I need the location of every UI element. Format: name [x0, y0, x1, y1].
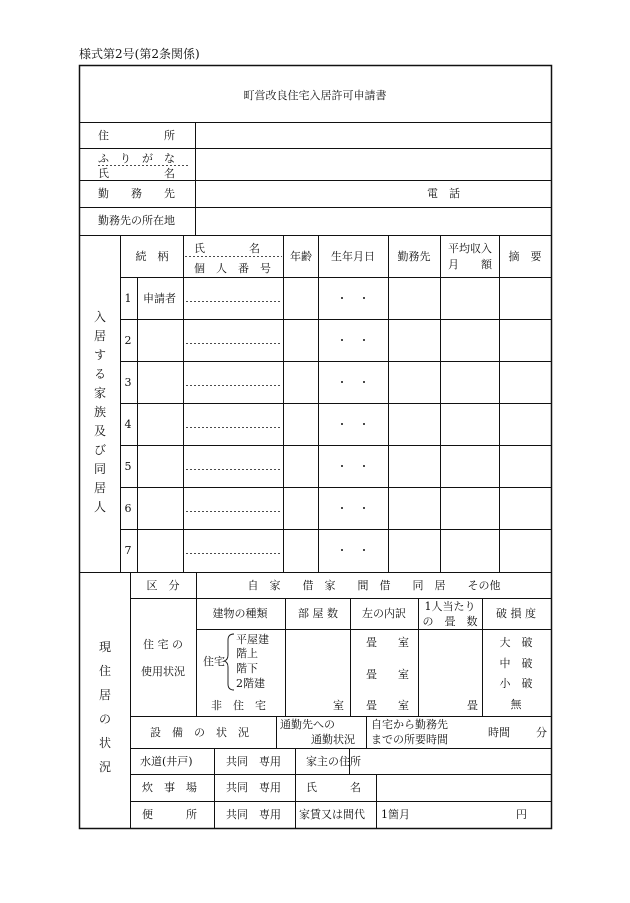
room-unit: 室: [398, 699, 409, 712]
kitchen-label: 炊 事 場: [142, 781, 197, 794]
workplace-header: 勤務先: [397, 250, 431, 263]
water-shared-private: 共同 専用: [226, 755, 281, 768]
toilet-label: 便 所: [142, 808, 197, 821]
per-person-header-1: 1人当たり: [424, 600, 476, 613]
row-birth: ・ ・: [336, 502, 370, 515]
row-birth: ・ ・: [336, 460, 370, 473]
form-title: 町営改良住宅入居許可申請書: [243, 89, 387, 102]
room-unit: 室: [398, 636, 409, 649]
room-unit: 室: [398, 668, 409, 681]
work-address-label: 勤務先の所在地: [98, 214, 175, 227]
furigana-label: ふ り が な: [98, 152, 175, 165]
damage-header: 破 損 度: [496, 607, 536, 620]
row-birth: ・ ・: [336, 334, 370, 347]
row-number: 6: [124, 502, 132, 515]
row-number: 1: [124, 292, 132, 305]
rent-yen-unit: 円: [516, 808, 527, 821]
row-number: 5: [124, 460, 132, 473]
damage-none: 無: [510, 698, 522, 711]
damage-medium: 中 破: [499, 657, 533, 670]
brace: [224, 634, 234, 690]
breakdown-header: 左の内訳: [362, 607, 406, 620]
commute-label-1: 通勤先への: [280, 718, 335, 731]
per-person-unit: 畳: [467, 699, 478, 712]
non-housing-label: 非 住 宅: [211, 699, 266, 712]
type-lower-floor: 階下: [236, 662, 258, 675]
birth-header: 生年月日: [331, 250, 375, 263]
form-label: 様式第2号(第2条関係): [79, 47, 200, 61]
income-header-1: 平均収入: [448, 242, 492, 255]
row-number: 7: [124, 544, 132, 557]
category-label: 区 分: [146, 579, 180, 592]
relation-header: 続 柄: [135, 250, 169, 263]
income-header-2: 月 額: [448, 258, 492, 271]
rent-label: 家賃又は間代: [299, 808, 365, 821]
damage-minor: 小 破: [499, 677, 533, 690]
row-birth: ・ ・: [336, 544, 370, 557]
row-number: 4: [124, 418, 132, 431]
rent-month-label: 1箇月: [381, 808, 410, 821]
usage-label-2: 使用状況: [141, 665, 185, 678]
minutes-unit: 分: [536, 726, 547, 739]
phone-label: 電 話: [427, 187, 460, 200]
water-label: 水道(井戸): [140, 755, 193, 768]
remarks-header: 摘 要: [508, 250, 542, 263]
row-number: 3: [124, 376, 132, 389]
tatami-unit: 畳: [366, 668, 377, 681]
workplace-label: 勤 務 先: [98, 187, 175, 200]
category-options: 自 家 借 家 間 借 同 居 その他: [247, 579, 501, 592]
per-person-header-2: の 畳 数: [422, 615, 478, 628]
row-birth: ・ ・: [336, 292, 370, 305]
rooms-header: 部 屋 数: [298, 607, 338, 620]
travel-time-label-1: 自宅から勤務先: [371, 718, 448, 731]
tatami-unit: 畳: [366, 636, 377, 649]
row-birth: ・ ・: [336, 418, 370, 431]
toilet-shared-private: 共同 専用: [226, 808, 281, 821]
damage-major: 大 破: [499, 636, 533, 649]
commute-label-2: 通勤状況: [311, 733, 355, 746]
kitchen-shared-private: 共同 専用: [226, 781, 281, 794]
type-upper-floor: 階上: [236, 647, 258, 660]
row-number: 2: [124, 334, 132, 347]
row-birth: ・ ・: [336, 376, 370, 389]
hours-unit: 時間: [488, 726, 510, 739]
age-header: 年齢: [290, 250, 312, 263]
usage-label-1: 住 宅 の: [143, 638, 183, 651]
owner-name-label: 氏 名: [306, 781, 361, 794]
housing-label: 住宅: [203, 655, 225, 668]
residence-side-label: 現住居の状況: [98, 640, 111, 774]
travel-time-label-2: までの所要時間: [371, 733, 448, 746]
building-type-header: 建物の種類: [212, 607, 268, 620]
family-side-label: 入居する家族及び同居人: [93, 310, 106, 514]
owner-address-label: 家主の住所: [306, 755, 361, 768]
type-two-story: 2階建: [236, 677, 265, 690]
name-header: 氏 名: [194, 242, 260, 255]
tatami-unit: 畳: [366, 699, 377, 712]
id-number-header: 個 人 番 号: [194, 262, 271, 275]
row-relation: 申請者: [143, 292, 176, 305]
equipment-label: 設 備 の 状 況: [150, 726, 249, 739]
address-label: 住 所: [98, 129, 175, 142]
room-unit: 室: [333, 699, 344, 712]
name-label: 氏 名: [98, 167, 175, 180]
type-single-story: 平屋建: [236, 633, 269, 646]
